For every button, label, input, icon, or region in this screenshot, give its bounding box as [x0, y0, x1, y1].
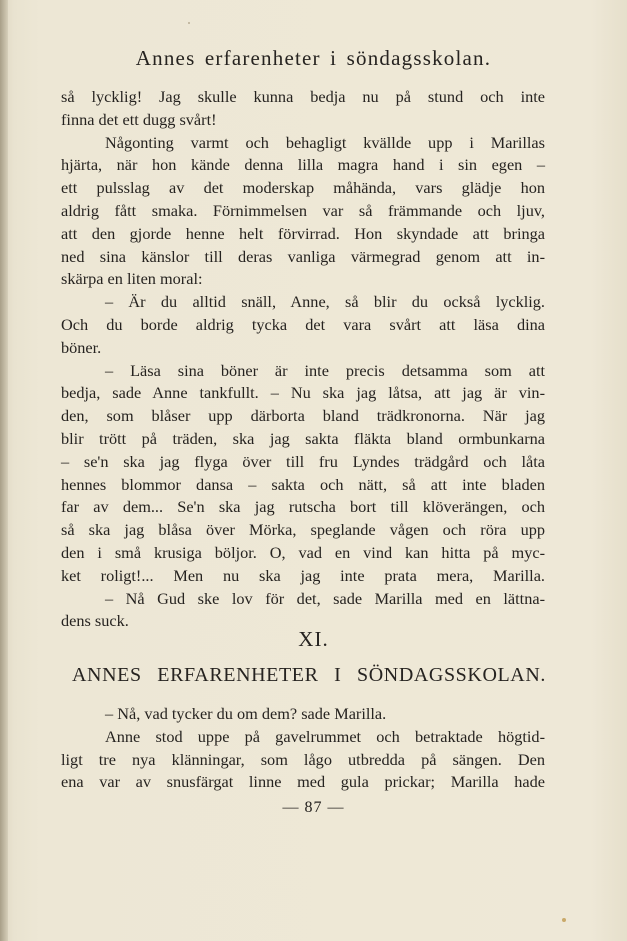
text-line: den, som blåser upp därborta bland trädkronorna. När jag: [61, 406, 545, 426]
text-line: Någonting varmt och behagligt kvällde upp i Marillas: [105, 132, 545, 152]
text-line: den i små krusiga böljor. O, vad en vind kan hitta på myc-: [61, 542, 545, 562]
paper-speck: [562, 918, 566, 922]
text-line: ligt tre nya klänningar, som lågo utbredda på sängen. Den: [61, 749, 545, 769]
text-line: så ska jag blåsa över Mörka, speglande vågen och röra upp: [61, 520, 545, 540]
text-line: hjärta, när hon kände denna lilla magra hand i sin egen –: [61, 155, 545, 175]
text-line: ket roligt!... Men nu ska jag inte prata mera, Marilla.: [61, 565, 545, 585]
text-line: – Nå, vad tycker du om dem? sade Marilla.: [105, 704, 387, 723]
body-text-section-1: [61, 86, 545, 633]
text-line: Och du borde aldrig tycka det vara svårt att läsa dina: [61, 314, 545, 334]
chapter-title: ANNES ERFARENHETER I SÖNDAGSSKOLAN.: [72, 664, 546, 686]
text-line: finna det ett dugg svårt!: [61, 109, 217, 129]
text-line: dens suck.: [61, 611, 129, 631]
text-line: böner.: [61, 337, 102, 357]
text-line: far av dem... Se'n ska jag rutscha bort till klöverängen, och: [61, 497, 545, 517]
text-line: – se'n ska jag flyga över till fru Lyndes trädgård och låta: [61, 451, 545, 471]
text-line: ena var av snusfärgat linne med gula prickar; Marilla hade: [61, 772, 545, 792]
text-line: – Nå Gud ske lov för det, sade Marilla med en lättna-: [105, 588, 545, 608]
page-number: — 87 —: [282, 799, 345, 816]
text-line: så lycklig! Jag skulle kunna bedja nu på stund och inte: [61, 87, 545, 106]
text-line: skärpa en liten moral:: [61, 269, 203, 289]
paper-speck: [188, 22, 190, 24]
body-text-section-2: [61, 703, 545, 794]
running-header: Annes erfarenheter i söndagsskolan.: [135, 46, 492, 70]
text-line: bedja, sade Anne tankfullt. – Nu ska jag låtsa, att jag är vin-: [61, 383, 545, 403]
text-line: ned sina känslor till deras vanliga värmegrad genom att in-: [61, 246, 545, 266]
text-line: blir trött på träden, ska jag sakta fläkta bland ormbunkarna: [61, 428, 545, 448]
text-line: – Läsa sina böner är inte precis detsamma som att: [105, 360, 545, 380]
text-line: ett pulsslag av det moderskap måhända, vars glädje hon: [61, 178, 545, 198]
text-line: hennes blommor dansa – sakta och nätt, så att inte bladen: [61, 474, 545, 494]
text-line: aldrig fått smaka. Förnimmelsen var så främmande och ljuv,: [61, 200, 545, 220]
text-line: Anne stod uppe på gavelrummet och betraktade högtid-: [105, 726, 545, 746]
text-line: att den gjorde henne helt förvirrad. Hon skyndade att bringa: [61, 223, 545, 243]
text-line: – Är du alltid snäll, Anne, så blir du också lycklig.: [105, 292, 545, 312]
chapter-number: XI.: [298, 627, 329, 651]
